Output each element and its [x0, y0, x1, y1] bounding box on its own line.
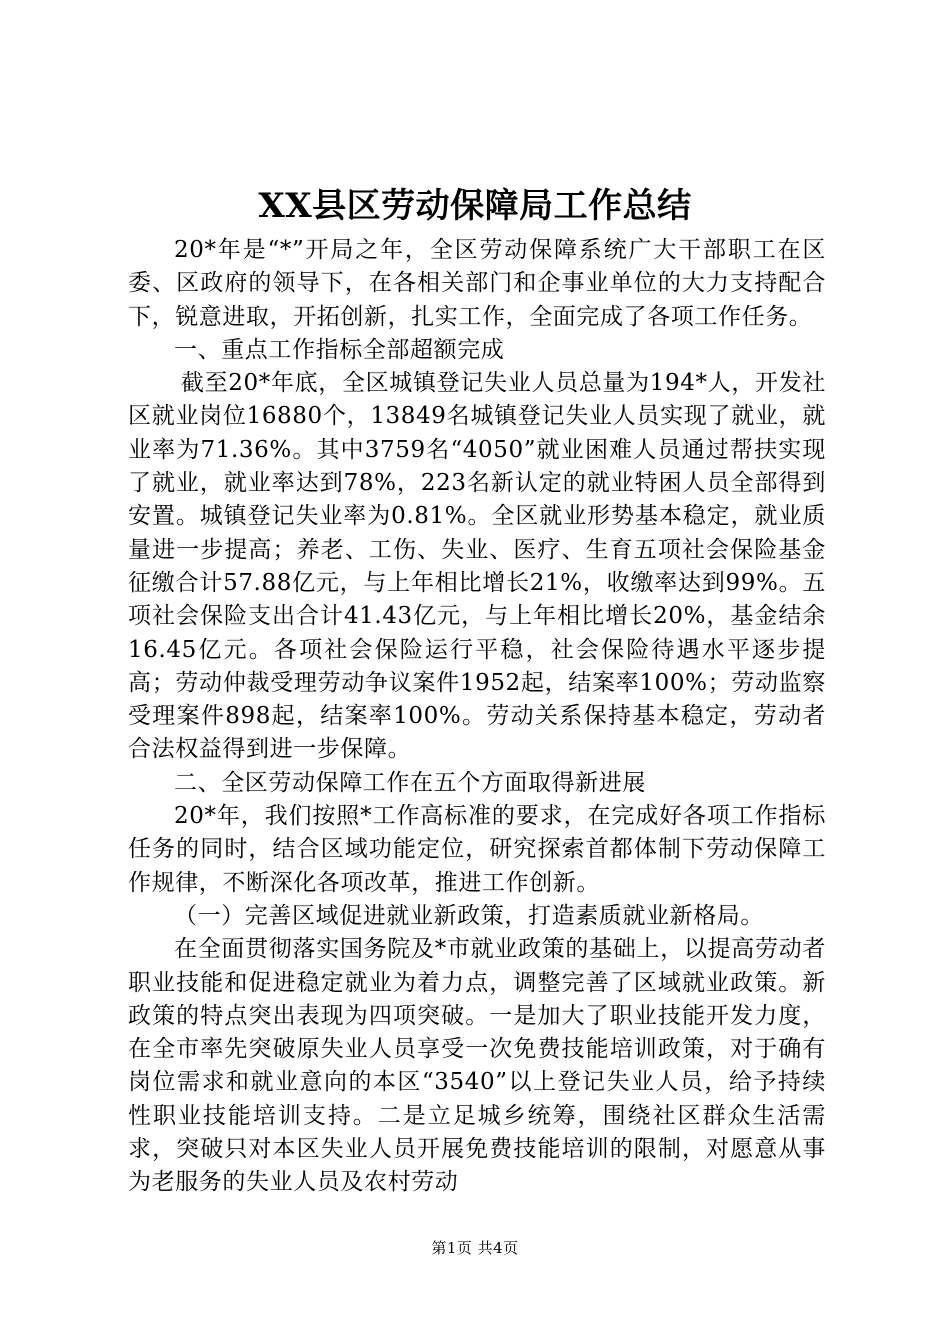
paragraph-employment-policy: 在全面贯彻落实国务院及*市就业政策的基础上，以提高劳动者职业技能和促进稳定就业为着力点，调整完善了区域就业政策。新政策的特点突出表现为四项突破。一是加大了职业技能开发力度，在全市率先突破原失业人员享受一次免费技能培训政策，对于确有岗位需求和就业意向的本区“3540”以上登记失业人员，给予持续性职业技能培训支持。二是立足城乡统筹，围绕社区群众生活需求，突破只对本区失业人员开展免费技能培训的限制，对愿意从事为老服务的失业人员及农村劳动 — [128, 936, 826, 1196]
section-heading-1: 一、重点工作指标全部超额完成 — [174, 336, 505, 363]
paragraph-statistics: 截至20*年底，全区城镇登记失业人员总量为194*人，开发社区就业岗位16880个，13849名城镇登记失业人员实现了就业，就业率为71.36%。其中3759名“4050”就业困难人员通过帮扶实现了就业，就业率达到78%，223名新认定的就业特困人员全部得到安置。城镇登记失业率为0.81%。全区就业形势基本稳定，就业质量进一步提高；养老、工伤、失业、医疗、生育五项社会保险基金征缴合计57.88亿元，与上年相比增长21%，收缴率达到99%。五项社会保险支出合计41.43亿元，与上年相比增长20%，基金结余16.45亿元。各项社会保险运行平稳，社会保险待遇水平逐步提高；劳动仲裁受理劳动争议案件1952起，结案率100%；劳动监察受理案件898起，结案率100%。劳动关系保持基本稳定，劳动者合法权益得到进一步保障。 — [128, 370, 826, 763]
subsection-heading-1: （一）完善区域促进就业新政策，打造素质就业新格局。 — [174, 902, 764, 929]
paragraph-intro: 20*年是“*”开局之年，全区劳动保障系统广大干部职工在区委、区政府的领导下，在各相关部门和企事业单位的大力支持配合下，锐意进取，开拓创新，扎实工作，全面完成了各项工作任务。 — [128, 237, 826, 330]
document-title: XX县区劳动保障局工作总结 — [258, 186, 692, 226]
section-heading-2: 二、全区劳动保障工作在五个方面取得新进展 — [174, 769, 646, 796]
document-body — [128, 234, 826, 1200]
paragraph-progress: 20*年，我们按照*工作高标准的要求，在完成好各项工作指标任务的同时，结合区域功能定位，研究探索首都体制下劳动保障工作规律，不断深化各项改革，推进工作创新。 — [128, 803, 826, 896]
page-footer: 第1页 共4页 — [431, 1239, 519, 1257]
